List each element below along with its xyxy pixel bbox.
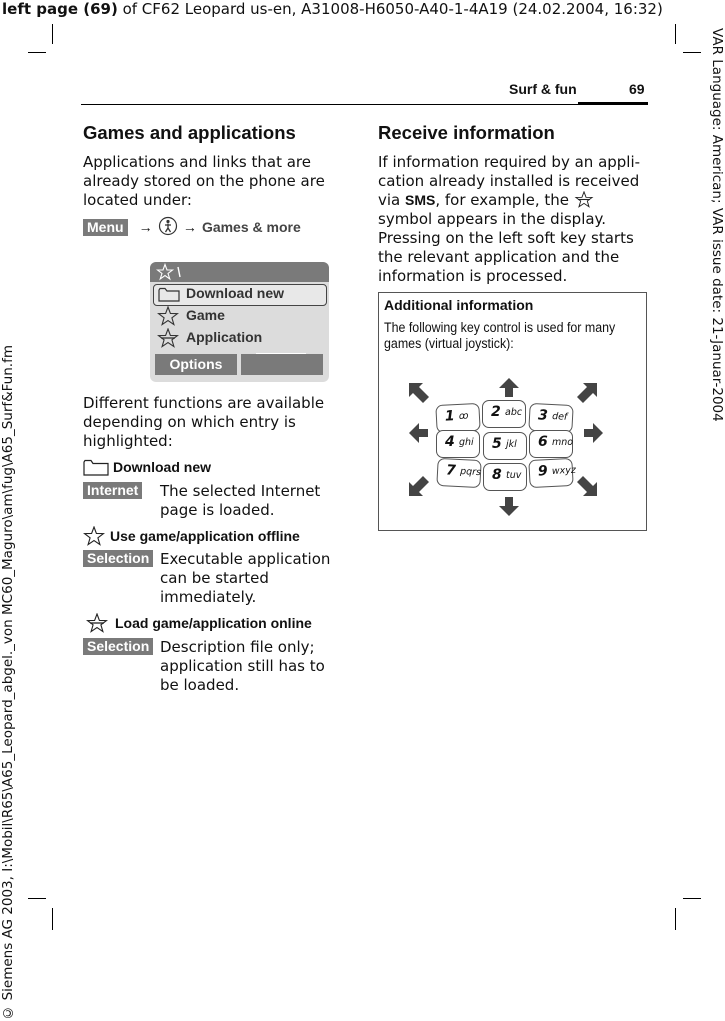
entry-desc-online: Description file only; application still has to be loaded. (160, 638, 325, 694)
header-rule-accent (578, 102, 648, 105)
entry-heading-offline: Use game/application offline (110, 528, 300, 544)
header-doc-info: of CF62 Leopard us-en, A31008-H6050-A40-1-4A19 (24.02.2004, 16:32) (117, 0, 663, 18)
star-outline-icon (83, 526, 105, 546)
crop-mark (28, 898, 46, 899)
star-outline-icon (157, 306, 179, 326)
star-online-icon (86, 613, 108, 633)
menu-key: Menu (83, 219, 128, 236)
intro-paragraph: Applications and links that are already stored on the phone are located under: (83, 153, 325, 209)
receive-text-1: If information required by an appli-cation already installed is received via (378, 153, 641, 209)
keypad-key-3[interactable]: 3 def (528, 403, 573, 433)
section-title-games: Games and applications (83, 122, 296, 143)
folder-icon (83, 459, 109, 476)
keypad-key-6[interactable]: 6 mno (529, 430, 573, 458)
display-item-download-new[interactable]: Download new (186, 285, 284, 301)
section-title-receive: Receive information (378, 122, 555, 143)
crop-mark (52, 908, 53, 930)
crop-mark (28, 52, 46, 53)
entry-heading-online: Load game/application online (115, 615, 312, 631)
folder-icon (158, 287, 180, 302)
menu-path (83, 216, 301, 234)
sms-label: SMS (405, 192, 436, 208)
arrow-up-right-icon (577, 383, 597, 403)
vertical-language-note: VAR Language: American; VAR issue date: 21-Januar-2004 (709, 28, 725, 422)
arrow-icon: → (182, 219, 197, 235)
star-online-icon (574, 191, 594, 208)
receive-text-3: symbol appears in the display. Pressing on the left soft key starts the relevant application and the information is processed. (378, 210, 634, 285)
info-box-text: The following key control is used for many games (virtual joystick): (384, 320, 616, 351)
internet-key: Internet (83, 482, 142, 499)
keypad-key-7[interactable]: 7 pqrs (436, 458, 481, 488)
phone-display (150, 262, 329, 382)
display-softkey-options[interactable]: Options (155, 354, 237, 375)
display-softkey-right[interactable] (241, 354, 323, 375)
display-title-bar (150, 262, 329, 282)
arrow-down-left-icon (409, 476, 429, 496)
softkey-divider (256, 353, 306, 354)
additional-info-box (378, 292, 647, 531)
vertical-copyright-path: © Siemens AG 2003, I:\Mobil\R65\A65_Leopard_abgel._von MC60_Maguro\am\fug\A65_Surf&Fun.fm (0, 345, 16, 1021)
crop-mark (683, 52, 701, 53)
selection-key: Selection (83, 550, 153, 567)
keypad-key-1[interactable]: 1 ꝏ (435, 403, 480, 433)
arrow-down-right-icon (577, 476, 597, 496)
crop-mark (675, 24, 676, 44)
menu-path-target: Games & more (201, 219, 301, 235)
functions-intro: Different functions are available depending on which entry is highlighted: (83, 394, 325, 450)
entry-desc-download-new: The selected Internet page is loaded. (160, 482, 321, 519)
entry-desc-offline: Executable application can be started immediately. (160, 550, 331, 606)
arrow-up-icon (499, 378, 519, 397)
document-header (2, 0, 663, 18)
receive-text-2: , for example, the (435, 191, 574, 209)
keypad-key-5[interactable]: 5 jkl (483, 432, 527, 460)
crop-mark (683, 898, 701, 899)
display-item-application[interactable]: Application (186, 329, 263, 345)
entry-heading-download-new: Download new (113, 459, 211, 475)
arrow-icon: → (138, 219, 153, 235)
receive-paragraph (378, 153, 646, 286)
keypad-key-2[interactable]: 2 abc (482, 400, 526, 428)
info-box-title: Additional information (384, 297, 534, 313)
games-menu-icon (158, 216, 178, 236)
header-page-label: left page (69) (2, 0, 118, 18)
crop-mark (52, 24, 53, 44)
keypad-key-4[interactable]: 4 ghi (436, 430, 480, 458)
keypad-key-8[interactable]: 8 tuv (483, 463, 527, 491)
arrow-up-left-icon (409, 383, 429, 403)
keypad-key-9[interactable]: 9 wxyz (528, 458, 573, 488)
selection-key: Selection (83, 638, 153, 655)
arrow-right-icon (584, 423, 603, 443)
running-head: Surf & fun (509, 81, 577, 97)
star-online-icon (157, 328, 179, 348)
display-item-game[interactable]: Game (186, 307, 225, 323)
games-star-icon (156, 263, 184, 281)
crop-mark (675, 908, 676, 930)
page-number: 69 (629, 81, 645, 97)
arrow-left-icon (409, 423, 428, 443)
header-rule (81, 104, 648, 105)
arrow-down-icon (499, 497, 519, 516)
